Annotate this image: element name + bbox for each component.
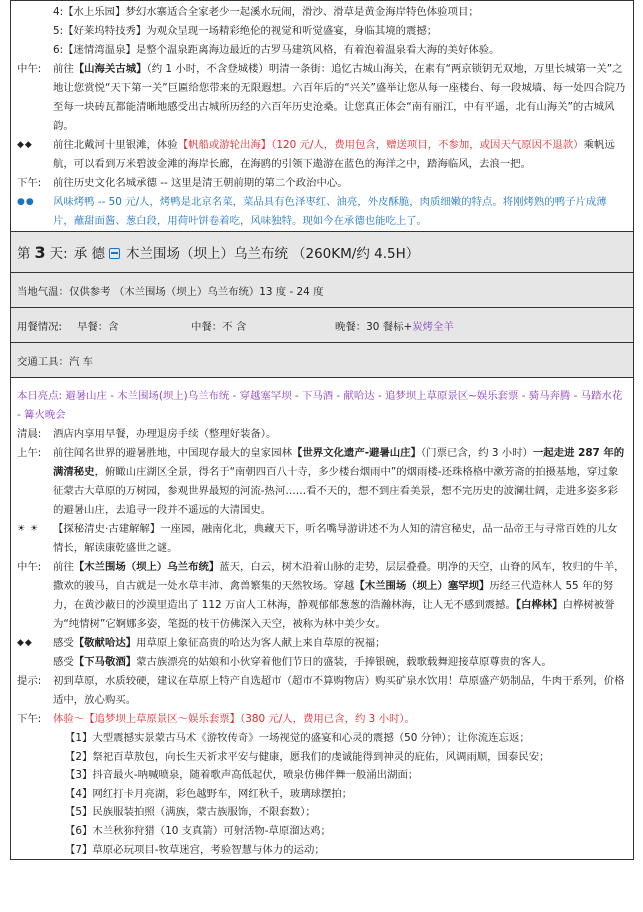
day2-food [11,193,633,231]
dinner: 晚餐：30 餐标+ [335,320,413,333]
am-mid: （门票已含，约 3 小时） [420,447,533,459]
list-item: 【1】大型震撼实景蒙古马术《游牧传奇》一场视觉的盛宴和心灵的震撼（50 分钟）；让你流连忘返； [65,732,530,744]
day2-afternoon [11,174,633,193]
day-prefix: 第 [17,246,31,262]
list-item: 【7】草原必玩项目-牧草迷宫，考验智慧与体力的运动； [65,843,325,856]
feel1-pre: 感受 [53,637,74,649]
pm-label: 下午: [17,713,42,725]
saihanba-title: 【木兰围场（坝上）塞罕坝】 [354,580,490,592]
temperature-text: 当地气温：仅供参考 （木兰围场（坝上）乌兰布统）13 度 - 24 度 [17,285,324,298]
wine-title: 【下马敬酒】 [73,656,137,668]
opt-text: 乘帆远航，可以看到万米碧波金滩的海岸长廊，在海鸥的引领下遨游在蓝色的海洋之中，踏海临风，去浪一把。 [53,139,615,170]
day-suffix: 天: [49,246,68,262]
sun-note [17,520,627,558]
noon-pre: 前往 [53,561,74,573]
noon [17,558,627,634]
start-city: 承 德 [73,246,105,262]
shanhaiguan-title: 【山海关古城】 [73,63,147,75]
mulan-title: 【木兰围场（坝上）乌兰布统】 [73,561,220,573]
noon-text: （约 1 小时，不含登城楼）明清一条街：追忆古城山海关，在素有“两京锁钥无双地，万里长城第一关”之地让您赏悦“天下第一关”巨匾给您带来的无限遐想。六百年后的“兴关”盛举让您从每一座楼台、每一段城墙、每一处四合院乃至每一块砖瓦都能清晰地感受出古城所历经的六百年历史沧桑。让您真正体会“南有丽江，中有平遥，北有山海关”的古城风韵。 [53,63,626,132]
early-morning [17,425,627,444]
highlights-text: 本日亮点: 避暑山庄 - 木兰围场(坝上)乌兰布统 - 穿越塞罕坝 - 下马酒 - 献哈达 - 追梦坝上草原景区~娱乐套票 - 骑马奔腾 - 马踏水花 - 篝火晚会 [17,390,623,421]
top-item-list [11,1,633,60]
destination: 木兰围场（坝上）乌兰布统 [126,246,288,262]
lunch: 中餐：不 含 [191,320,247,333]
noon-label: 中午: [17,63,42,75]
morning [17,444,627,520]
noon-text1: 蓝天，白云，树木沿着山脉的走势，层层叠叠。明净的天空，山脊的风车，牧归的牛羊，撒欢的骏马，自古就是一处水草丰沛、禽兽繁集的天然牧场。穿越 [53,561,625,592]
list-item: 【2】祭祀百草敖包，向长生天祈求平安与健康，愿我们的虔诚能得到神灵的庇佑，风调雨顺，国泰民安； [65,750,550,763]
distance: （260KM/约 4.5H） [292,246,420,262]
tip-text: 初到草原，水质较硬，建议在草原上特产自选超市（超市不算购物店）购买矿泉水饮用！草原盛产奶制品，牛肉干系列，价格适中，放心购买。 [53,675,625,706]
feel2-text: 蒙古族漂亮的姑娘和小伙穿着他们节日的盛装，手捧银碗，载歌载舞迎接草原尊贵的客人。 [136,656,552,668]
pm-text: 前往历史文化名城承德 -- 这里是清王朝前期的第二个政治中心。 [53,177,348,189]
day-header [11,231,633,273]
day3-body [11,379,633,859]
list-item: 4:【水上乐园】梦幻水寨适合全家老少一起溪水玩闹，滑沙、滑草是黄金海岸特色体验项目； [53,6,479,18]
opt-pre: 前往北戴河十里银滩，体验 [53,139,178,151]
noon-text2: 历经三代造林人 55 年的努力，在黄沙蔽日的沙漠里造出了 112 万亩人工林海，静观郁郁葱葱的浩瀚林海，让人无不感到震撼。 [53,580,614,611]
feel1-text: 用草原上象征高贵的哈达为客人献上来自草原的祝福； [136,637,386,649]
list-item: 【6】木兰秋狝狩猎（10 支真箭）可射活物-草原溜达鸡； [65,824,331,837]
boat-option-note: 【帆船或游轮出海】（120 元/人，费用包含，赠送项目，不参加，或因天气原因不退款） [177,139,584,151]
list-item: 【3】抖音最火-呐喊喷泉，随着歌声高低起伏，喷泉仿佛伴舞一般涌出湖面； [65,769,419,782]
feel2-pre: 感受 [53,656,74,668]
temperature-row [11,273,633,308]
bus-icon [109,248,120,259]
qing-history-bold: 一起走进 287 年的满清秘史 [53,447,625,478]
meal-row [11,308,633,343]
list-item: 6:【迷情湾温泉】是整个温泉距离海边最近的古罗马建筑风格，有着泡着温泉看大海的美好体验。 [53,44,500,56]
pm-ticket: 体验～【追梦坝上草原景区～娱乐套票】（380 元/人，费用已含，约 3 小时）。 [53,713,415,725]
noon-text3: 白桦树被誉为“纯情树”它婀娜多姿，笔挺的枝干仿佛深入天空，被称为林中美少女。 [53,599,615,630]
tip-label: 提示: [17,675,42,687]
transport-row [11,343,633,378]
feel-wine [17,653,627,672]
am0-text: 酒店内享用早餐，办理退房手续（整理好装备）。 [53,428,277,440]
noon-pre: 前往 [53,63,74,75]
breakfast: 早餐：含 [77,320,119,333]
sun-text: 【探秘清史·古建解解】一座园，融南化北，典藏天下，听名嘴导游讲述不为人知的清宫秘史，品一品帝王与寻常百姓的儿女情长，解读康乾盛世之谜。 [53,523,618,554]
birch-title: 【白桦林】 [515,599,563,611]
transport-text: 交通工具：汽 车 [17,355,94,368]
summer-resort-title: 【世界文化遗产-避暑山庄】 [291,447,421,459]
am-label: 上午: [17,447,42,459]
list-item: 5:【好莱坞特技秀】为观众呈现一场精彩绝伦的视觉和听觉盛宴，身临其境的震撼； [53,25,438,37]
highlights [17,387,627,425]
list-item: 【5】民族服装拍照（满族，蒙古族服饰，不限套数）； [65,806,316,819]
afternoon [17,710,627,729]
tip [17,672,627,710]
day3-section [10,231,634,860]
diamond-bullet-icon: ◆◆ [17,140,33,150]
list-item: 【4】网红打卡月亮湖，彩色越野车，网红秋千，玻璃球摆拍； [65,787,353,800]
hada-title: 【敬献哈达】 [73,637,137,649]
sun-icon: ☀ ☀ [17,524,39,534]
day-number: 3 [34,242,46,262]
day2-section [10,0,634,231]
diamond-bullet-icon: ◆◆ [17,638,33,648]
dinner-special: 炭烤全羊 [412,320,454,333]
pm-label: 下午: [17,177,42,189]
am-pre: 前往闻名世界的避暑胜地，中国现存最大的皇家园林 [53,447,292,459]
feel-hada [17,634,627,653]
dot-bullet-icon: ●● [17,197,35,207]
day2-noon [11,60,633,136]
am0-label: 清晨: [17,428,42,440]
day2-option [11,136,633,174]
noon-label: 中午: [17,561,42,573]
am-text: ，俯瞰山庄湖区全景，得名于“南朝四百八十寺，多少楼台烟雨中”的烟雨楼-还珠格格中漱芳斋的拍摄基地，穿过象征蒙古大草原的万树园，参观世界最短的河流-热河……看不天的，想不到庄看美景，想不完历史的波澜壮阔，走进多姿多彩的避暑山庄，去追寻一段并不遥远的大清国史。 [53,466,619,516]
roast-duck-text: 风味烤鸭 -- 50 元/人，烤鸭是北京名菜，菜品具有色泽枣红、油亮，外皮酥脆，肉质细嫩的特点。将刚烤熟的鸭子片成薄片，蘸甜面酱、葱白段，用荷叶饼卷着吃，风味独特。现如今在承德也能吃上了。 [53,196,607,227]
package-item-list [17,729,627,859]
meal-label: 用餐情况: [17,320,63,333]
